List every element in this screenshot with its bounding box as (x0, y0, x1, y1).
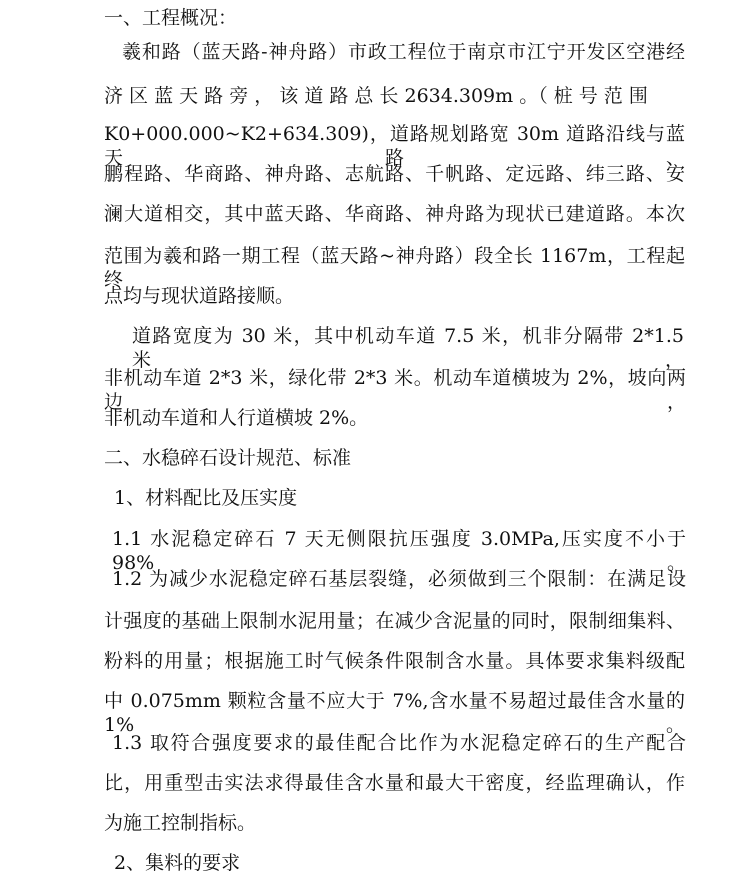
item-1-2-line-1: 1.2 为减少水泥稳定碎石基层裂缝，必须做到三个限制：在满足设 (112, 568, 686, 590)
para2-line-2: 非机动车道 2*3 米，绿化带 2*3 米。机动车道横坡为 2%，坡向两边， (104, 367, 686, 413)
item-1-1-line-1: 1.1 水泥稳定碎石 7 天无侧限抗压强度 3.0MPa,压实度不小于 98%。 (112, 528, 686, 574)
subsection2-heading: 2、集料的要求 (114, 852, 241, 874)
section2-heading: 二、水稳碎石设计规范、标准 (104, 447, 352, 469)
para1-line-3: K0+000.000~K2+634.309)，道路规划路宽 30m 道路沿线与蓝天路、 (104, 123, 685, 169)
para1-line-7: 点均与现状道路接顺。 (104, 285, 295, 307)
para1-line-1: 羲和路（蓝天路-神舟路）市政工程位于南京市江宁开发区空港经 (122, 41, 685, 63)
para2-line-3: 非机动车道和人行道横坡 2%。 (104, 407, 369, 429)
item-1-2-line-3: 粉料的用量；根据施工时气候条件限制含水量。具体要求集料级配 (104, 650, 685, 672)
section1-heading: 一、工程概况： (104, 7, 238, 29)
para1-line-4: 鹏程路、华商路、神舟路、志航路、千帆路、定远路、纬三路、安 (104, 163, 685, 185)
para1-line-6: 范围为羲和路一期工程（蓝天路~神舟路）段全长 1167m，工程起终 (104, 245, 685, 291)
item-1-3-line-3: 为施工控制指标。 (104, 812, 257, 834)
subsection1-heading: 1、材料配比及压实度 (114, 487, 298, 509)
item-1-2-line-2: 计强度的基础上限制水泥用量；在减少含泥量的同时，限制细集料、 (104, 610, 685, 632)
para2-line-1: 道路宽度为 30 米，其中机动车道 7.5 米，机非分隔带 2*1.5 米， (132, 325, 684, 371)
para1-line-2: 济 区 蓝 天 路 旁 ， 该 道 路 总 长 2634.309m 。（ 桩 号 范 围 (104, 85, 648, 107)
item-1-2-line-4: 中 0.075mm 颗粒含量不应大于 7%,含水量不易超过最佳含水量的 1%。 (104, 690, 685, 736)
para1-line-5: 澜大道相交，其中蓝天路、华商路、神舟路为现状已建道路。本次 (104, 203, 685, 225)
item-1-3-line-2: 比，用重型击实法求得最佳含水量和最大干密度，经监理确认，作 (104, 772, 685, 794)
item-1-3-line-1: 1.3 取符合强度要求的最佳配合比作为水泥稳定碎石的生产配合 (112, 732, 686, 754)
